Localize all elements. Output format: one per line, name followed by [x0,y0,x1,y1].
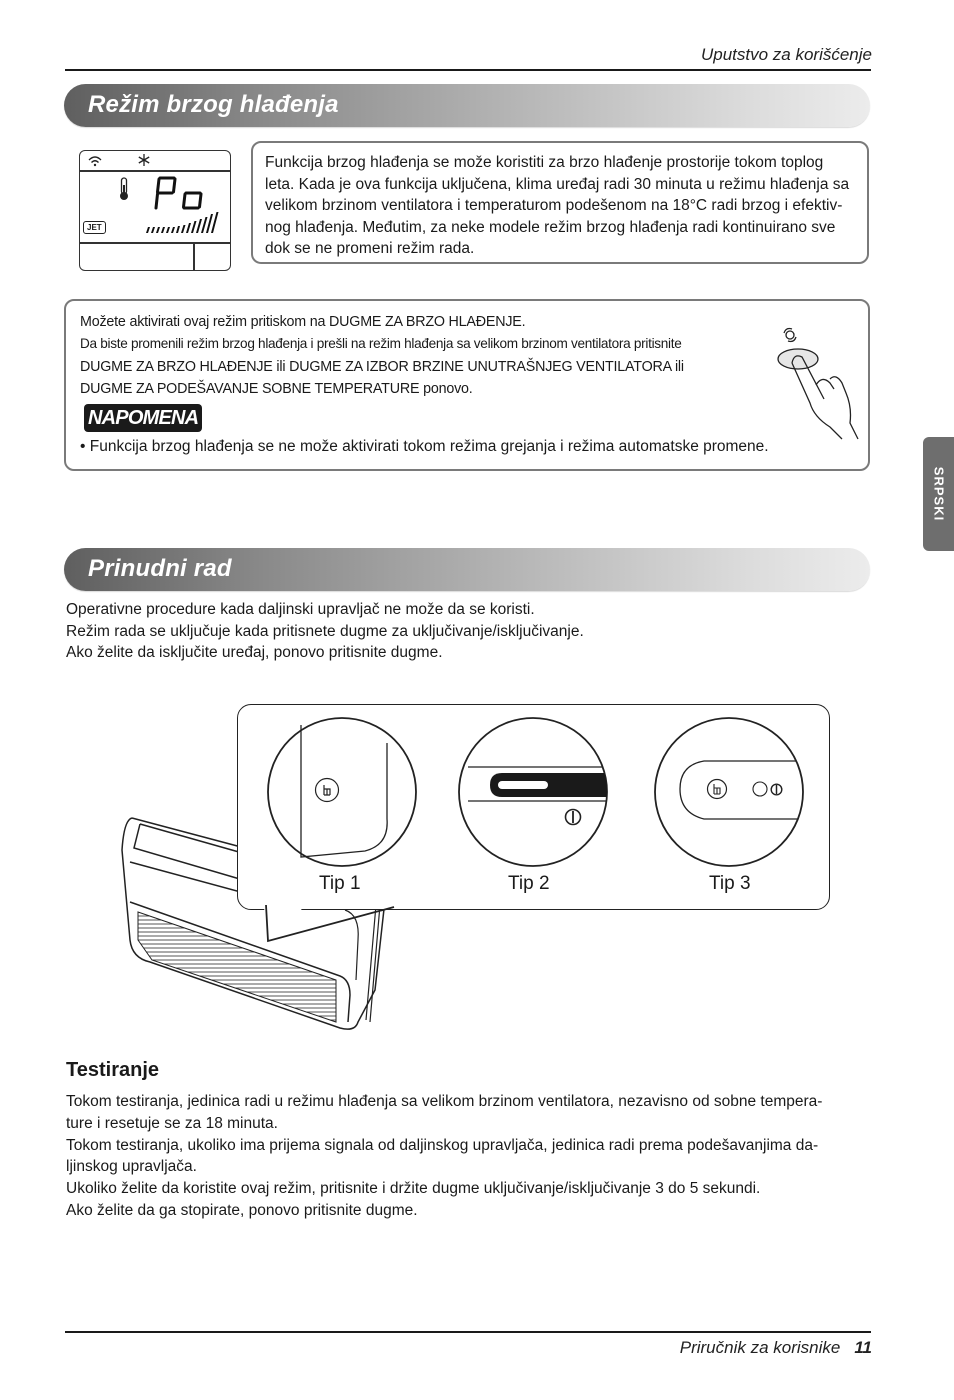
intro-line: Operativne procedure kada daljinski upravljač ne može da se koristi. [66,601,535,618]
section-title-bar-forced-operation [64,548,870,591]
lcd-divider [80,242,230,244]
testing-line: ljinskog upravljača. [66,1158,197,1176]
tip1-circle [265,715,419,869]
forced-operation-intro [66,599,584,664]
tip2-label: Tip 2 [508,873,550,894]
footer [680,1338,872,1358]
forced-operation-button-icon[interactable] [706,778,728,800]
footer-rule [65,1331,871,1333]
lcd-divider [80,170,230,172]
section-title: Prinudni rad [88,555,232,582]
testing-line: Tokom testiranja, ukoliko ima prijema signala od daljinskog upravljača, jedinica radi prema podešavanjima da- [66,1136,819,1154]
intro-line: Ako želite da isključite uređaj, ponovo pritisnite dugme. [66,644,443,662]
testing-line: ture i resetuje se za 18 minuta. [66,1114,278,1132]
footer-title: Priručnik za korisnike [679,1338,841,1357]
section-title: Režim brzog hlađenja [88,91,339,118]
lcd-display [79,150,231,271]
snowflake-icon [138,154,150,166]
instruction-line: DUGME ZA BRZO HLAĐENJE ili DUGME ZA IZBOR BRZINE UNUTRAŠNJEG VENTILATORA ili [80,358,684,375]
note-text: • Funkcija brzog hlađenja se ne može aktivirati tokom režima grejanja i režima automatske promene. [80,438,769,455]
indicator-led-icon [752,781,768,797]
header-title: Uputstvo za korišćenje [700,45,872,64]
tip2-circle [456,715,610,869]
quick-cooling-description-box [251,141,869,264]
forced-operation-button-icon[interactable] [314,777,340,803]
instruction-line: DUGME ZA PODEŠAVANJE SOBNE TEMPERATURE ponovo. [80,380,473,397]
instruction-line: Da biste promenili režim brzog hlađenja i prešli na režim hlađenja sa velikom brzinom ventilatora pritisnite [80,336,682,352]
tip3-label: Tip 3 [709,873,751,894]
testing-line: Tokom testiranja, jedinica radi u režimu hlađenja sa velikom brzinom ventilatora, nezavisno od sobne tempera- [66,1093,823,1110]
hand-pressing-button-icon [772,327,864,445]
tip1-label: Tip 1 [319,873,361,894]
note-badge: NAPOMENA [84,404,202,432]
instructions-text [80,311,684,400]
thermometer-icon [118,177,130,201]
jet-indicator: JET [83,221,106,234]
testing-line: Ako želite da ga stopirate, ponovo pritisnite dugme. [66,1201,418,1219]
lcd-divider [193,243,195,270]
language-tab-label: SRPSKI [931,466,946,522]
power-symbol-icon [770,783,783,796]
description-text: Funkcija brzog hlađenja se može koristiti za brzo hlađenje prostorije tokom toplog leta. Kada je ova funkcija uključena, klima uređaj radi 30 minuta u režimu hlađenja sa velikom brzinom ventilatora i temperaturom podešenom na 18°C radi brzog i efektiv- nog hlađenja. Međutim, za neke modele režim brzog hlađenja radi kontinuirano sve dok se ne promeni režim rada. [265,154,850,258]
page-number: 11 [854,1338,872,1357]
testing-body [66,1091,866,1222]
header-rule [65,69,871,71]
section-title-bar-quick-cooling [64,84,870,127]
language-tab [923,437,954,551]
instruction-line: Možete aktivirati ovaj režim pritiskom na DUGME ZA BRZO HLAĐENJE. [80,314,526,330]
testing-line: Ukoliko želite da koristite ovaj režim, pritisnite i držite dugme uključivanje/isključivanje 3 do 5 sekundi. [66,1180,761,1198]
intro-line: Režim rada se uključuje kada pritisnete dugme za uključivanje/isključivanje. [66,622,584,640]
testing-heading: Testiranje [66,1059,159,1081]
fan-speed-bars-icon [144,211,224,235]
button-location-callout [237,704,830,910]
signal-icon [87,155,103,167]
lcd-segment-text [154,175,214,213]
power-button-icon[interactable] [564,808,582,826]
instructions-box [64,299,870,471]
